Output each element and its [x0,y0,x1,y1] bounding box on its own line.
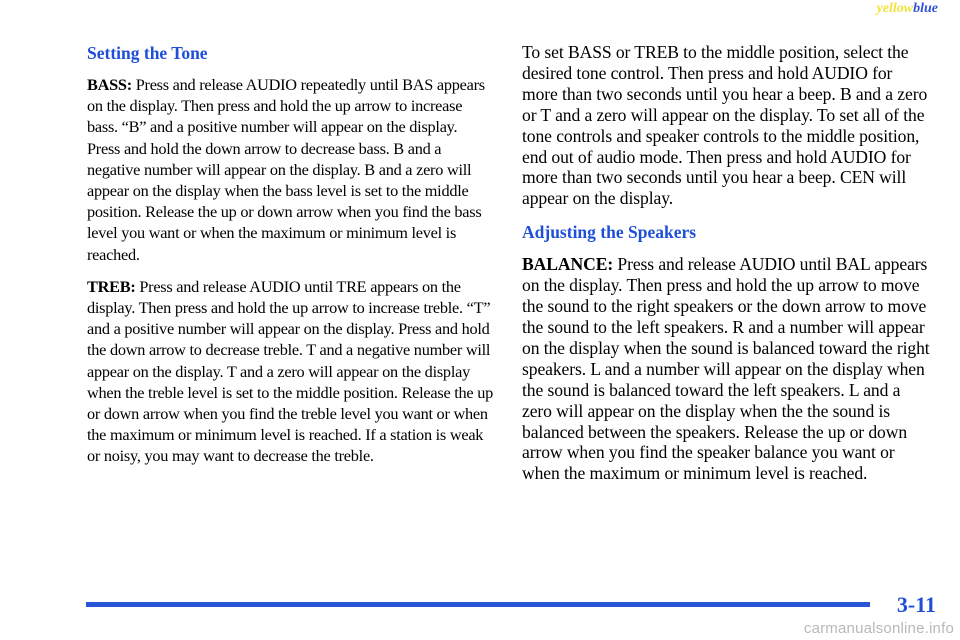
paragraph-balance-text: Press and release AUDIO until BAL appears on the display. Then press and hold the up arrow to move the sound to the right speakers or the down arrow to move the sound to the left speakers. R and a number will appear on the display when the sound is balanced toward the right speakers. L and a number will appear on the display when the sound is balanced toward the left speakers. L and a zero will appear on the display when the the sound is balanced between the speakers. Release the up or down arrow when you find the speaker balance you want or when the maximum or minimum level is reached. [522,254,930,484]
section-heading-adjusting-speakers: Adjusting the Speakers [522,222,697,243]
term-bass: BASS: [87,75,132,94]
header-tag-yellow: yellow [876,1,914,16]
paragraph-bass [87,74,494,265]
header-color-tag [877,1,938,17]
page-number: 3-11 [896,592,936,617]
paragraph-treb [87,276,494,467]
paragraph-middle-position: To set BASS or TREB to the middle position, select the desired tone control. Then press and hold AUDIO for more than two seconds until you hear a beep. B and a zero or T and a zero will appear on the display. To set all of the tone controls and speaker controls to the middle position, end out of audio mode. Then press and hold AUDIO for more than two seconds until you hear a beep. CEN will appear on the display. [522,42,928,209]
footer-divider [86,602,870,607]
watermark: carmanualsonline.info [803,620,954,637]
paragraph-treb-text: Press and release AUDIO until TRE appears on the display. Then press and hold the up arrow to increase treble. “T” and a positive number will appear on the display. Press and hold the down arrow to decrease treble. T and a negative number will appear on the display. T and a zero will appear on the display when the treble level is set to the middle position. Release the up or down arrow when you find the treble level you want or when the maximum or minimum level is reached. If a station is weak or noisy, you may want to decrease the treble. [87,276,494,466]
section-heading-setting-tone: Setting the Tone [87,43,208,63]
header-tag-blue: blue [913,1,938,16]
paragraph-bass-text: Press and release AUDIO repeatedly until BAS appears on the display. Then press and hold the up arrow to increase bass. “B” and a positive number will appear on the display. Press and hold the down arrow to decrease bass. B and a negative number will appear on the display. B and a zero will appear on the display when the bass level is set to the middle position. Release the up or down arrow when you find the bass level you want or when the maximum or minimum level is reached. [87,75,485,264]
paragraph-balance [522,254,930,484]
left-column [87,42,494,478]
term-balance: BALANCE: [522,254,614,275]
right-column [522,42,930,496]
term-treb: TREB: [87,276,136,296]
